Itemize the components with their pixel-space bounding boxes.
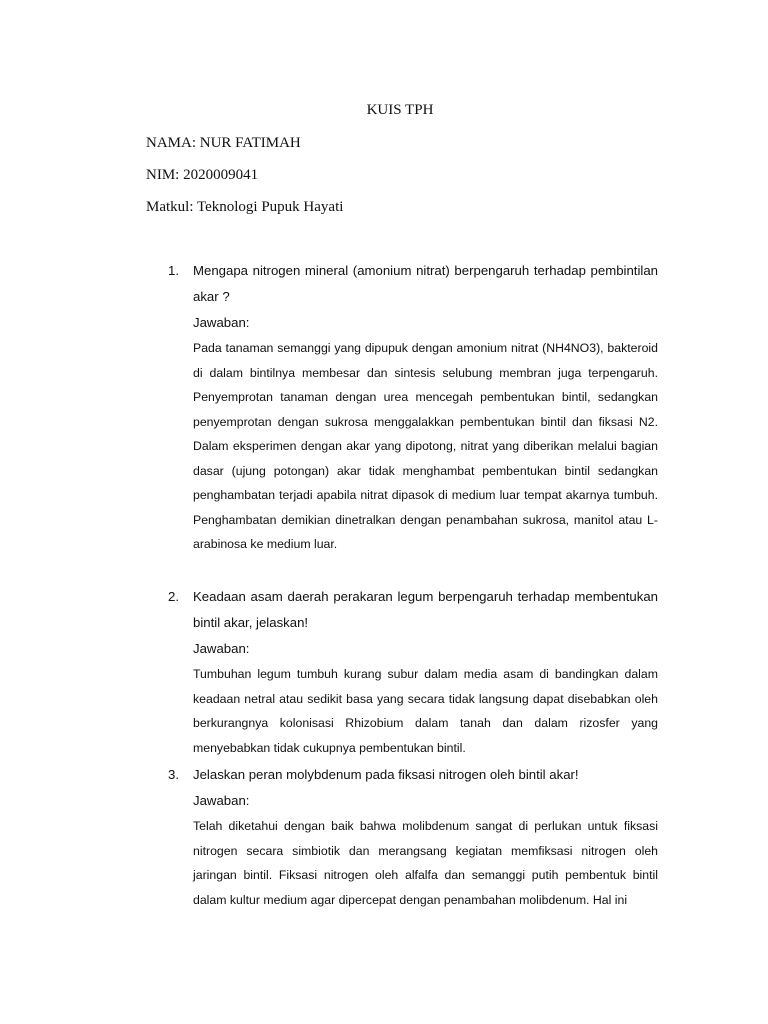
question-text: Keadaan asam daerah perakaran legum berpengaruh terhadap membentukan bintil akar, jelaskan! [193, 589, 658, 630]
document-title: KUIS TPH [366, 102, 434, 118]
answer-text: Telah diketahui dengan baik bahwa molibdenum sangat di perlukan untuk fiksasi nitrogen secara simbiotik dan merangsang kegiatan memfiksasi nitrogen oleh jaringan bintil. Fiksasi nitrogen oleh alfalfa dan semanggi putih pembentuk bintil dalam kultur medium agar dipercepat dengan penambahan molibdenum. Hal ini [193, 819, 658, 907]
course-name: Matkul: Teknologi Pupuk Hayati [146, 199, 344, 215]
student-id: NIM: 2020009041 [146, 167, 259, 183]
answer-label: Jawaban: [193, 641, 250, 656]
answer-text: Tumbuhan legum tumbuh kurang subur dalam media asam di bandingkan dalam keadaan netral atau sedikit basa yang secara tidak langsung dapat disebabkan oleh berkurangnya kolonisasi Rhizobium dalam tanah dan dalam rizosfer yang menyebabkan tidak cukupnya pembentukan bintil. [193, 667, 658, 755]
question-text: Jelaskan peran molybdenum pada fiksasi nitrogen oleh bintil akar! [193, 767, 579, 782]
student-name: NAMA: NUR FATIMAH [146, 135, 301, 151]
question-item-1 [168, 258, 658, 557]
answer-label: Jawaban: [193, 315, 250, 330]
question-number: 1. [168, 263, 179, 278]
question-number: 3. [168, 767, 179, 782]
answer-text: Pada tanaman semanggi yang dipupuk dengan amonium nitrat (NH4NO3), bakteroid di dalam bintilnya membesar dan sintesis selubung membran juga terpengaruh. Penyemprotan tanaman dengan urea mencegah pembentukan bintil, sedangkan penyemprotan dengan sukrosa menggalakkan pembentukan bintil dan fiksasi N2. Dalam eksperimen dengan akar yang dipotong, nitrat yang diberikan melalui bagian dasar (ujung potongan) akar tidak menghambat pembentukan bintil sedangkan penghambatan terjadi apabila nitrat dipasok di medium luar tempat akarnya tumbuh. Penghambatan demikian dinetralkan dengan penambahan sukrosa, manitol atau L-arabinosa ke medium luar. [193, 341, 658, 551]
answer-label: Jawaban: [193, 793, 250, 808]
question-item-3 [168, 762, 658, 912]
question-item-2 [168, 584, 658, 760]
question-text: Mengapa nitrogen mineral (amonium nitrat) berpengaruh terhadap pembintilan akar ? [193, 263, 658, 304]
question-number: 2. [168, 589, 179, 604]
